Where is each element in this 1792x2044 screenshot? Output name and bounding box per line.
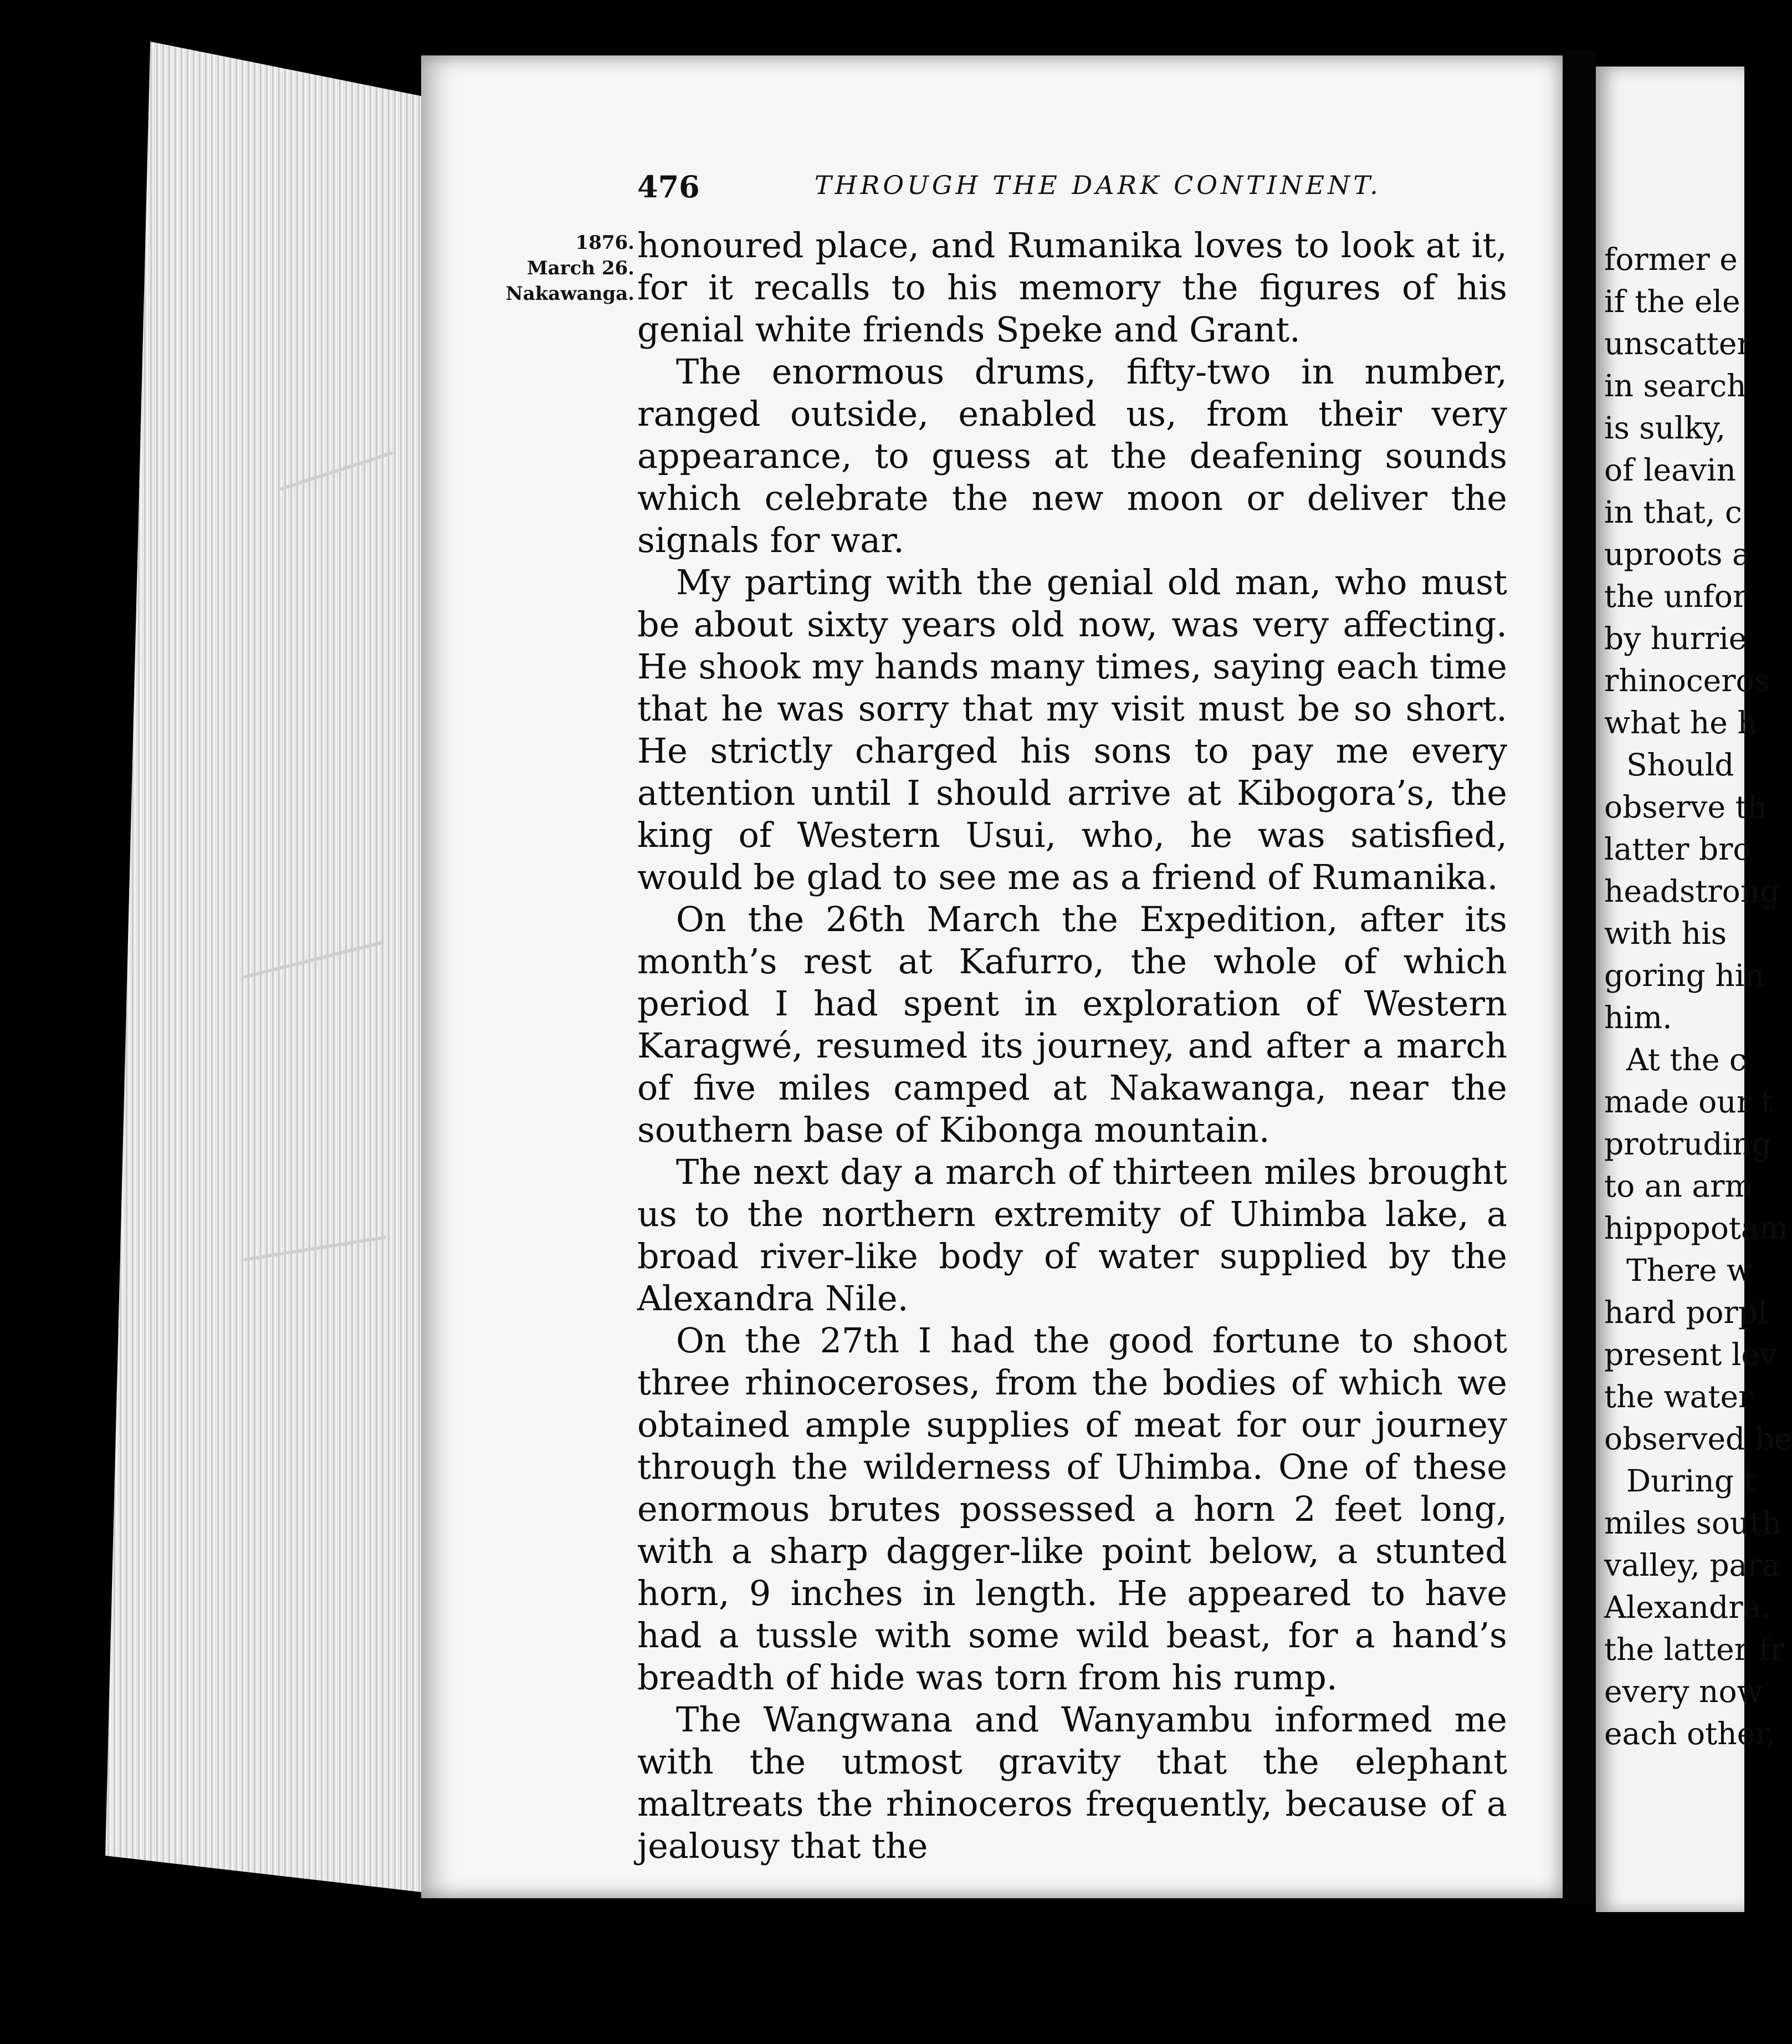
facing-page-line: hard porpl [1604,1295,1768,1330]
facing-page-line: Should [1626,747,1734,783]
margin-note-place: Nakawanga. [505,283,634,305]
facing-page-line: uproots a [1604,536,1750,572]
facing-page-line: made our t [1604,1084,1773,1120]
page-gutter [1563,50,1596,1904]
page-number: 476 [637,169,700,205]
facing-page-line: There w [1626,1253,1753,1288]
facing-page-line: the unfor [1604,579,1748,614]
facing-page-line: every now [1604,1674,1763,1709]
facing-page-line: During t [1626,1463,1756,1499]
facing-page-line: unscatter [1604,326,1752,361]
facing-page-line: in search [1604,368,1747,403]
facing-page-line: rhinoceros [1604,663,1770,698]
page-header [637,169,1502,213]
running-title: THROUGH THE DARK CONTINENT. [815,170,1381,200]
facing-page-line: the water [1604,1379,1753,1414]
facing-page-line: each other, [1604,1716,1776,1751]
facing-page-line: miles south [1604,1505,1781,1541]
facing-page-line: what he h [1604,705,1757,740]
paragraph: The Wangwana and Wanyambu informed me with the utmost gravity that the elephant maltreats the rhinoceros frequently, because of a jealousy that the [637,1699,1507,1866]
facing-page-line: if the ele [1604,284,1740,319]
facing-page-line: latter bro [1604,831,1752,867]
facing-page-line: with his [1604,916,1727,951]
facing-page-line: to an arm [1604,1168,1754,1204]
facing-page-line: Alexandra. [1604,1590,1771,1625]
facing-page-line: valley, para [1604,1547,1780,1583]
paragraph: On the 27th I had the good fortune to shoot three rhinoceroses, from the bodies of which we obtained ample supplies of meat for our journey through the wilderness of Uhimba. One of these enormous brutes possessed a horn 2 feet long, with a sharp dagger-like point below, a stunted horn, 9 inches in length. He appeared to have had a tussle with some wild beast, for a hand’s breadth of hide was torn from his rump. [637,1320,1507,1698]
facing-page-line: is sulky, [1604,410,1726,446]
margin-note-date: March 26. [527,257,634,279]
facing-page-line: protruding [1604,1126,1771,1162]
facing-page-line: present lev [1604,1337,1777,1372]
margin-note [501,230,634,306]
paragraph: The next day a march of thirteen miles brought us to the northern extremity of Uhimba lake, a broad river-like body of water supplied by the Alexandra Nile. [637,1152,1507,1319]
margin-note-year: 1876. [575,232,634,254]
facing-page-text [1604,238,1792,1755]
main-text [637,224,1507,1867]
paragraph: The enormous drums, fifty-two in number, ranged outside, enabled us, from their very appearance, to guess at the deafening sounds which celebrate the new moon or deliver the signals for war. [637,351,1507,560]
facing-page-line: observe th [1604,789,1768,825]
facing-page-line: observed be [1604,1421,1792,1457]
facing-page-line: him. [1604,1000,1672,1035]
paragraph: On the 26th March the Expedition, after its month’s rest at Kafurro, the whole of which period I had spent in exploration of Western Karagwé, resumed its journey, and after a march of five miles camped at Nakawanga, near the southern base of Kibonga mountain. [637,899,1507,1150]
facing-page-line: former e [1604,242,1738,277]
facing-page-line: in that, c [1604,494,1742,530]
facing-page-line: headstrong [1604,873,1780,909]
facing-page-line: goring hin [1604,958,1764,993]
paragraph: honoured place, and Rumanika loves to look at it, for it recalls to his memory the figures of his genial white friends Speke and Grant. [637,225,1507,350]
facing-page-line: the latter fr [1604,1632,1785,1667]
facing-page-line: by hurrie [1604,621,1747,656]
facing-page-line: hippopotam [1604,1210,1788,1246]
facing-page-line: of leavin [1604,452,1736,488]
facing-page-line: At the c [1626,1042,1747,1077]
paragraph: My parting with the genial old man, who must be about sixty years old now, was very affecting. He shook my hands many times, saying each time that he was sorry that my visit must be so short. He strictly charged his sons to pay me every attention until I should arrive at Kibogora’s, the king of Western Usui, who, he was satisfied, would be glad to see me as a friend of Rumanika. [637,562,1507,897]
page-edges [105,42,427,1893]
